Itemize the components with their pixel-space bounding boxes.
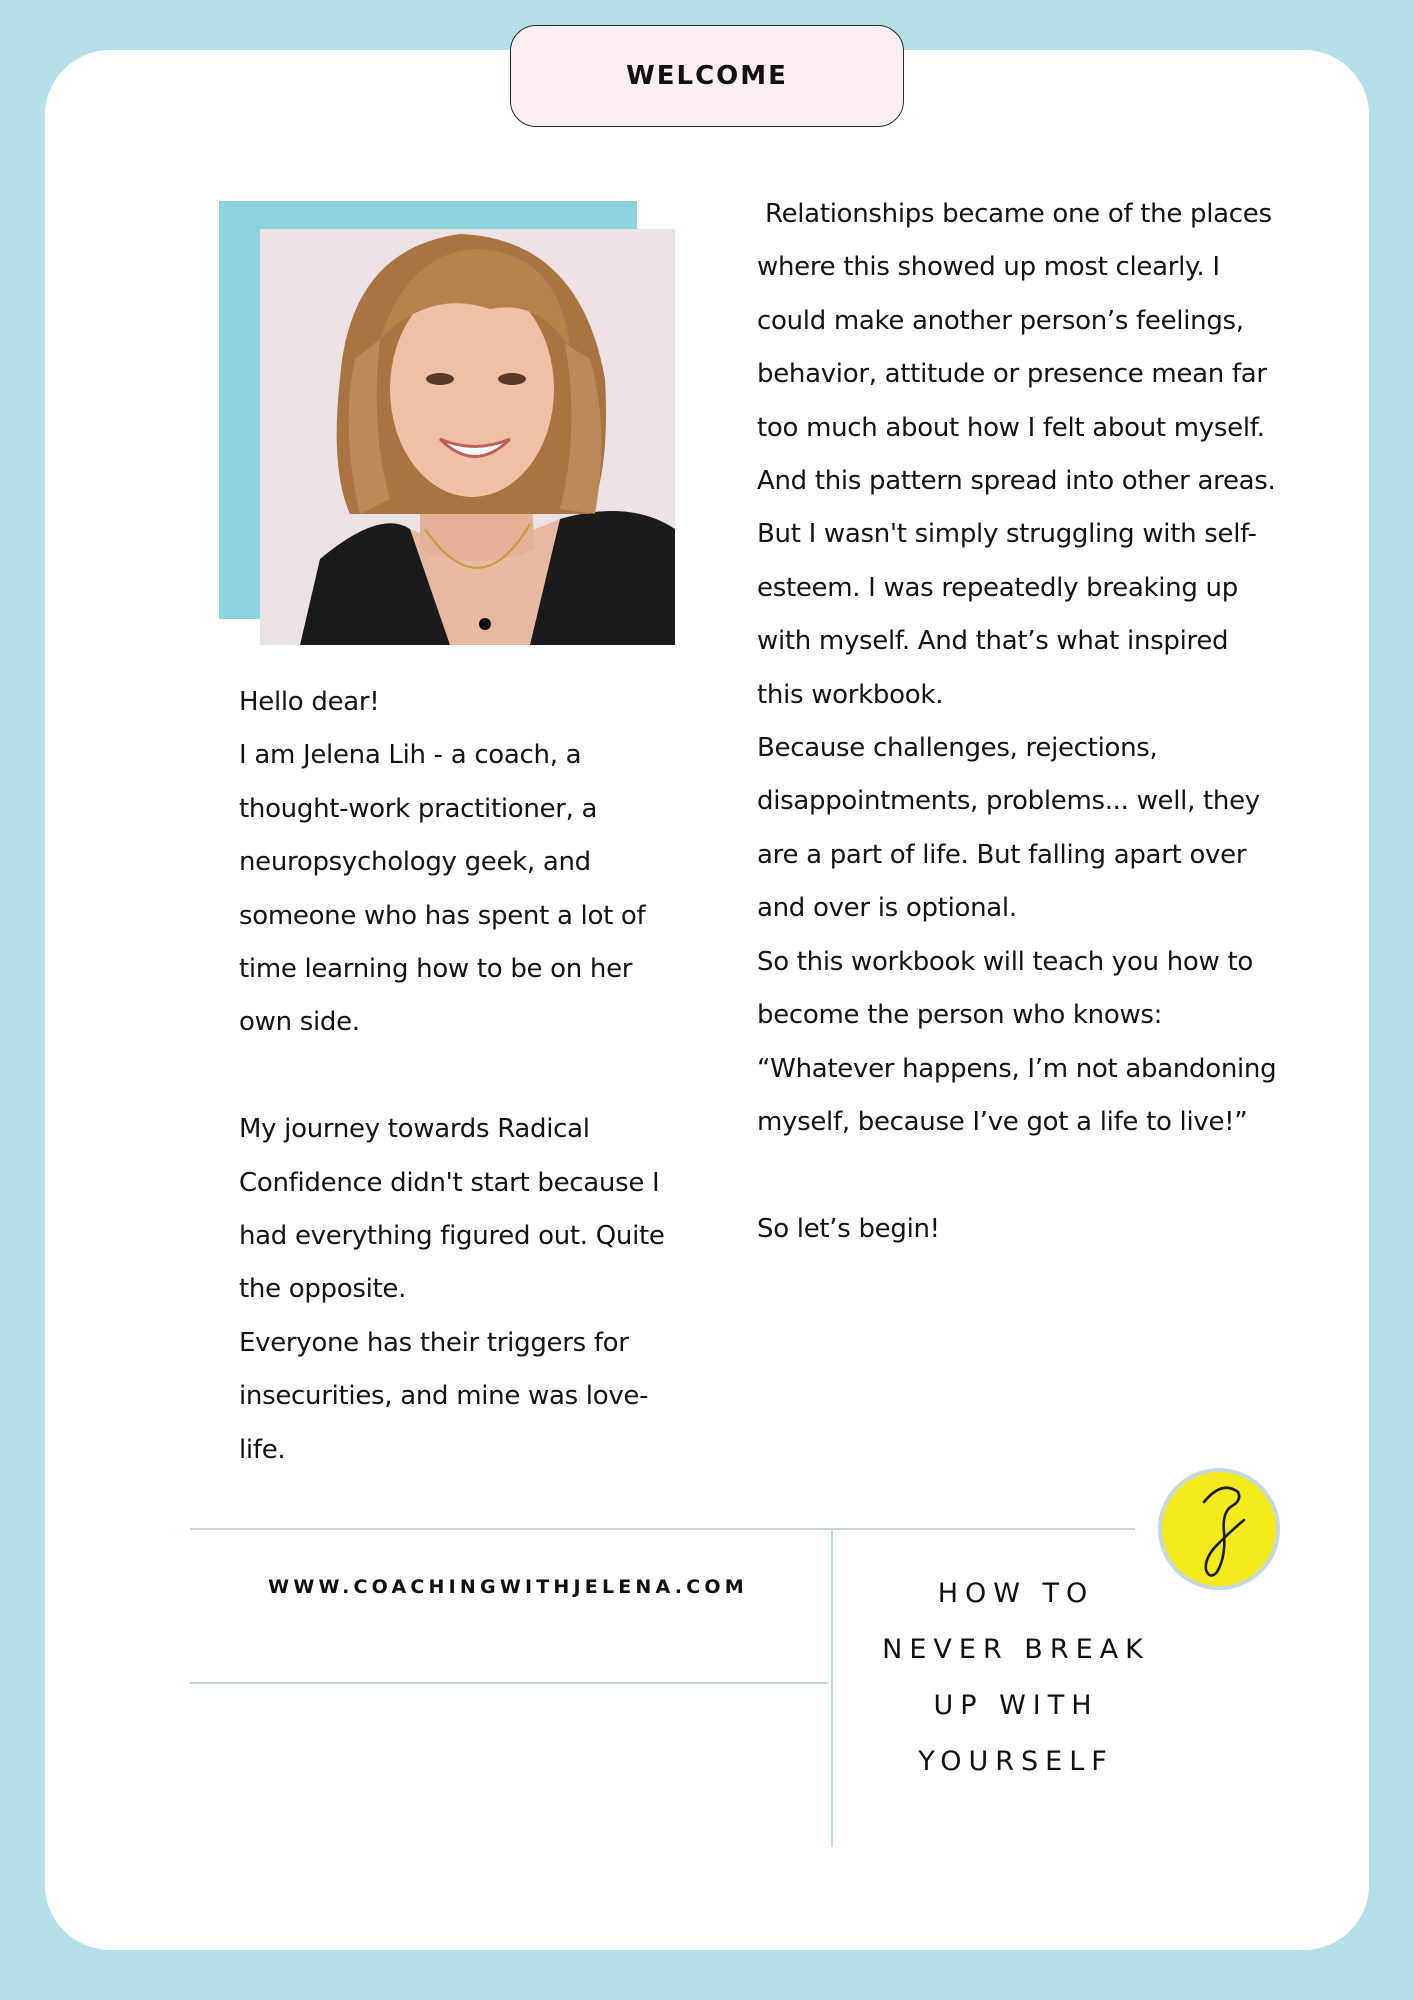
author-photo — [260, 229, 675, 645]
paragraph: Because challenges, rejections, disappointments, problems... well, they are a part of life. But falling apart over and over is optional. — [757, 733, 1260, 924]
footer-top-divider — [190, 1528, 1135, 1530]
footer-left-divider — [190, 1682, 828, 1684]
paragraph: I am Jelena Lih - a coach, a thought-work practitioner, a neuropsychology geek, and someone who has spent a lot of time learning how to be on her own side. — [239, 740, 646, 1038]
website-link[interactable]: WWW.COACHINGWITHJELENA.COM — [268, 1576, 748, 1598]
book-title-line: UP WITH — [933, 1690, 1099, 1721]
paragraph: Hello dear! — [239, 687, 380, 717]
author-photo-block — [219, 201, 675, 645]
book-title-line: HOW TO — [937, 1578, 1095, 1609]
paragraph-spacer — [757, 1149, 1277, 1202]
book-title — [846, 1566, 1186, 1790]
book-title-line: NEVER BREAK — [882, 1634, 1150, 1665]
paragraph: So this workbook will teach you how to become the person who knows: “Whatever happens, I’m not abandoning myself, because I’ve got a life to live!” — [757, 946, 1277, 1137]
paragraph-spacer — [239, 1050, 679, 1103]
paragraph: Relationships became one of the places where this showed up most clearly. I could make another person’s feelings, behavior, attitude or presence mean far too much about how I felt about myself. And this pattern spread into other areas. — [757, 199, 1280, 497]
paragraph: But I wasn't simply struggling with self-esteem. I was repeatedly breaking up with myself. And that’s what inspired this workbook. — [757, 519, 1257, 710]
intro-text-left — [239, 676, 679, 1477]
paragraph: Everyone has their triggers for insecurities, and mine was love-life. — [239, 1327, 649, 1465]
welcome-tab: WELCOME — [510, 25, 904, 127]
signature-j-icon — [1158, 1468, 1280, 1590]
paragraph: My journey towards Radical Confidence didn't start because I had everything figured out. Quite the opposite. — [239, 1114, 665, 1305]
footer-vertical-divider — [831, 1529, 833, 1847]
intro-text-right — [757, 188, 1280, 1256]
paragraph: So let’s begin! — [757, 1213, 940, 1244]
book-title-line: YOURSELF — [918, 1746, 1114, 1777]
